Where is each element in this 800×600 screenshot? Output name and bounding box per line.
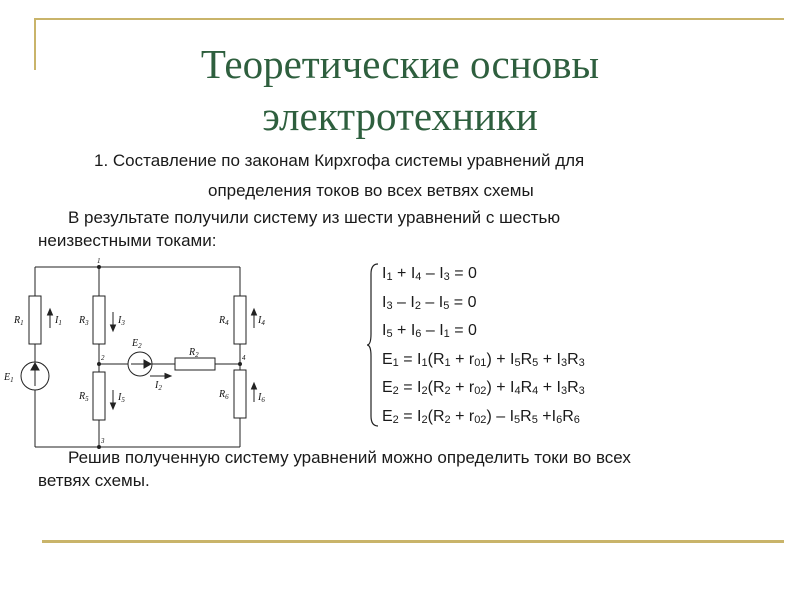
label-r1: $R_1$ [14,315,24,327]
equation-system-brace [366,262,380,428]
title-line-2: электротехники [262,93,538,139]
arrow-i1-head [48,309,53,315]
node-2 [98,363,101,366]
label-r6: $R_6$ [219,389,229,401]
conclusion-line-2: ветвях схемы. [38,471,150,490]
frame-top-line [34,18,784,20]
label-node-4: 4 [242,354,246,362]
label-e2: $E_2$ [132,338,142,350]
conclusion-line-1: Решив полученную систему уравнений можно определить токи во всех [68,448,631,467]
source-e1-arrowhead [31,363,39,370]
label-node-2: 2 [101,354,105,362]
arrow-i6-head [252,383,257,389]
label-i4: $I_4$ [258,315,265,327]
label-e1: $E_1$ [4,372,14,384]
equation-4: $E_1 = I_1(R_1 + r_{01}) + I_5R_5 + I_3R_3$ [382,350,585,369]
conclusion-paragraph [38,446,778,492]
arrow-i5-head [111,403,116,409]
intro-line-1: В результате получили систему из шести уравнений с шестью [68,208,561,227]
equation-1: $I_1 + I_4 - I_3 = 0$ [382,265,477,283]
resistor-r4 [234,296,246,344]
label-i6: $I_6$ [258,392,265,404]
label-i1: $I_1$ [55,315,62,327]
slide-title [40,38,760,142]
resistor-r2 [175,358,215,370]
label-node-3: 3 [101,437,105,445]
frame-bottom-line [42,540,784,543]
arrow-i3-head [111,325,116,331]
node-1 [98,266,101,269]
arrow-i2-head [165,374,171,379]
label-r2: $R_2$ [189,347,199,359]
resistor-r5 [93,372,105,420]
node-4 [239,363,242,366]
label-node-1: 1 [97,257,101,265]
label-r4: $R_4$ [219,315,229,327]
source-e2-arrowhead [144,360,151,368]
label-i3: $I_3$ [118,315,125,327]
title-line-1: Теоретические основы [200,41,600,87]
equation-system [382,260,585,432]
label-r3: $R_3$ [79,315,89,327]
circuit-diagram [0,252,265,452]
label-i2: $I_2$ [155,380,162,392]
resistor-r1 [29,296,41,344]
equation-2: $I_3 - I_2 - I_5 = 0$ [382,293,477,312]
arrow-i4-head [252,309,257,315]
frame-left-line [34,18,36,70]
label-r5: $R_5$ [79,391,89,403]
label-i5: $I_5$ [118,392,125,404]
resistor-r6 [234,370,246,418]
subhead-line-2: определения токов во всех ветвях схемы [208,181,534,200]
subhead-line-1: 1. Составление по законам Кирхгофа системы уравнений для [94,151,585,170]
equation-5: $E_2 = I_2(R_2 + r_{02}) + I_4R_4 + I_3R_3$ [382,379,585,398]
intro-line-2: неизвестными токами: [38,231,217,250]
intro-paragraph [38,206,778,252]
equation-6: $E_2 = I_2(R_2 + r_{02}) - I_5R_5 +I_6R_6$ [382,407,580,426]
equation-3: $I_5 + I_6 - I_1 = 0$ [382,322,477,341]
section-heading [40,146,760,206]
resistor-r3 [93,296,105,344]
